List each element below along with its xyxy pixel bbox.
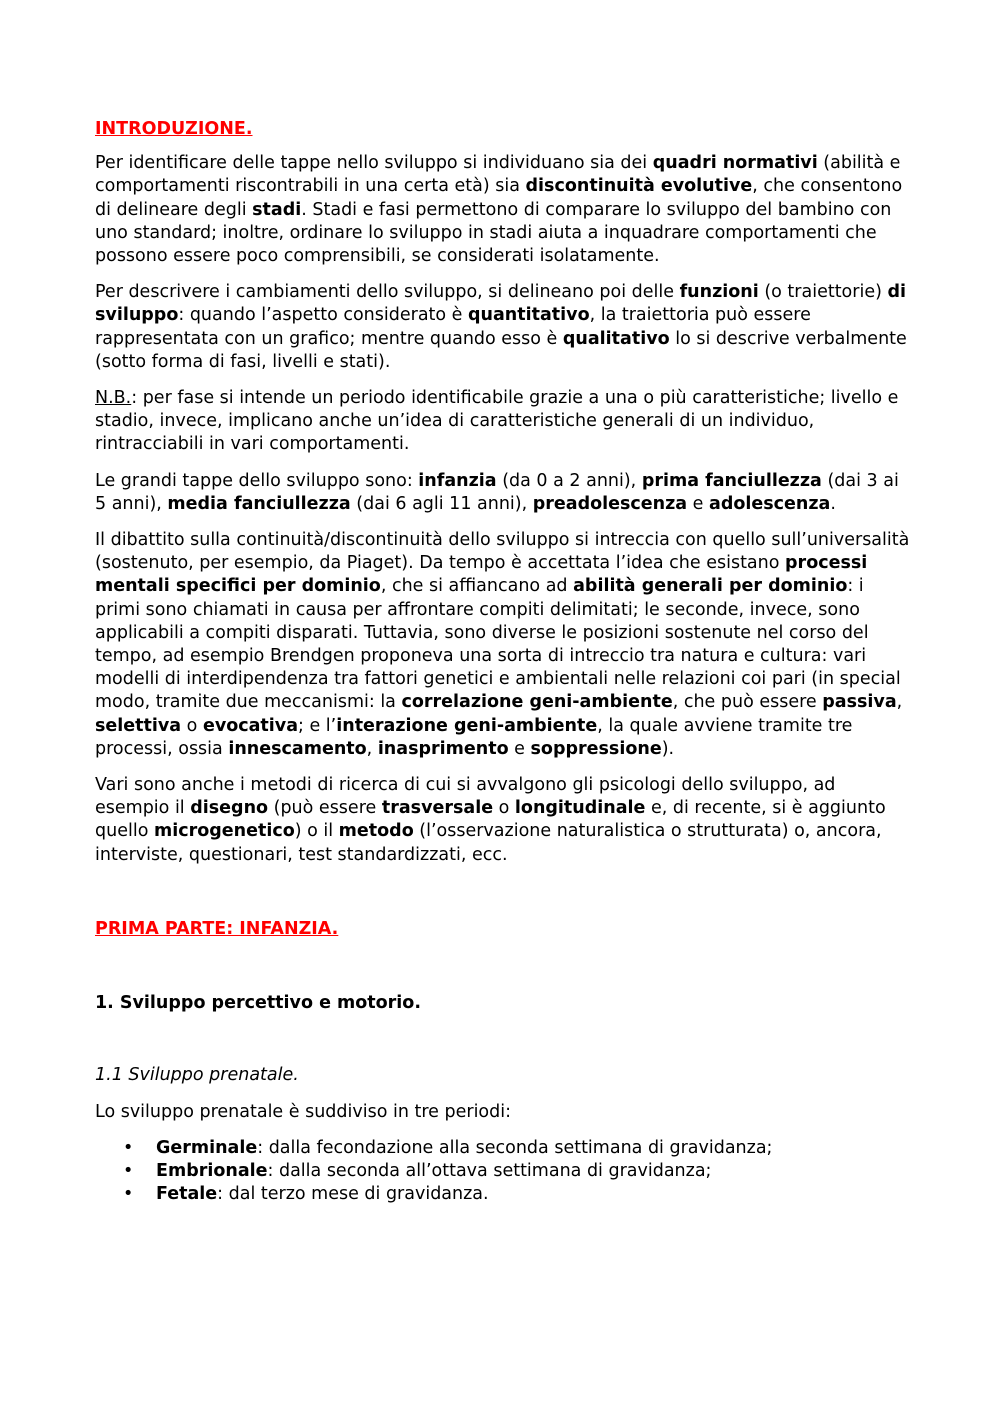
bold-term: metodo xyxy=(338,821,414,842)
bold-term: correlazione geni-ambiente xyxy=(401,692,673,713)
bullet-icon: • xyxy=(123,1184,134,1205)
text: : per fase si intende un periodo identificabile grazie a una o più caratteristiche; livello e stadio, invece, implicano anche un’idea di caratteristiche generali di un individuo, rintracciabili in vari comportamenti. xyxy=(95,388,899,455)
bullet-icon: • xyxy=(123,1137,134,1158)
section-title-introduzione: INTRODUZIONE. xyxy=(95,119,253,139)
text: (dai 3 ai 5 anni), xyxy=(95,470,899,514)
text: e xyxy=(687,493,710,514)
text: : dal terzo mese di gravidanza. xyxy=(217,1184,489,1205)
list-item xyxy=(95,1137,910,1160)
bold-term: qualitativo xyxy=(562,328,670,349)
text: Le grandi tappe dello sviluppo sono: xyxy=(95,470,419,491)
bold-term: interazione geni-ambiente xyxy=(336,715,598,736)
text: (abilità e comportamenti riscontrabili in una certa età) sia xyxy=(95,153,901,197)
bold-term: inasprimento xyxy=(377,738,509,759)
list-item xyxy=(95,1160,910,1183)
text: (da 0 a 2 anni), xyxy=(496,470,642,491)
text: (o traiettorie) xyxy=(758,282,888,303)
bold-term: innescamento xyxy=(228,738,367,759)
text: (può essere xyxy=(268,798,382,819)
bold-term: processi mentali specifici per dominio xyxy=(95,553,868,597)
bold-term: discontinuità evolutive xyxy=(525,176,753,197)
text: . xyxy=(830,493,836,514)
text: ) o il xyxy=(294,821,339,842)
text: : quando l’aspetto considerato è xyxy=(178,305,468,326)
text: : i primi sono chiamati in causa per affrontare compiti delimitati; le seconde, invece, sono applicabili a compiti disparati. Tuttavia, sono diverse le posizioni sostenute nel corso del tempo, ad esempio Brendgen proponeva una sorta di intreccio tra natura e cultura: vari modelli di interdipendenza tra fattori genetici e ambientali nelle relazioni coi pari (in special modo, tramite due meccanismi: la xyxy=(95,576,901,713)
text: , che consentono di delineare degli xyxy=(95,176,903,220)
bold-term: di sviluppo xyxy=(95,282,907,326)
text: , xyxy=(896,692,903,713)
paragraph xyxy=(95,529,910,761)
paragraph xyxy=(95,470,910,516)
text: , che può essere xyxy=(672,692,823,713)
text: , la traiettoria può essere rappresentata con un grafico; mentre quando esso è xyxy=(95,305,811,349)
text: e, di recente, si è aggiunto quello xyxy=(95,798,886,842)
bold-term: preadolescenza xyxy=(532,493,688,514)
chapter-heading: 1. Sviluppo percettivo e motorio. xyxy=(95,993,421,1014)
paragraph: Lo sviluppo prenatale è suddiviso in tre periodi: xyxy=(95,1101,512,1122)
text: , che si affiancano ad xyxy=(380,576,574,597)
paragraph xyxy=(95,281,910,374)
text: o xyxy=(493,798,515,819)
paragraph xyxy=(95,152,910,268)
text: : dalla fecondazione alla seconda settimana di gravidanza; xyxy=(257,1137,773,1158)
text: Per identificare delle tappe nello sviluppo si individuano sia dei xyxy=(95,153,653,174)
bold-term: soppressione xyxy=(530,738,662,759)
bold-term: microgenetico xyxy=(153,821,295,842)
text: (dai 6 agli 11 anni), xyxy=(350,493,533,514)
bold-term: funzioni xyxy=(679,282,759,303)
bold-term: evocativa xyxy=(202,715,299,736)
bold-term: longitudinale xyxy=(514,798,646,819)
bold-term: disegno xyxy=(190,798,269,819)
underlined-note: N.B. xyxy=(95,388,132,409)
bold-term: selettiva xyxy=(95,715,182,736)
bold-term: Embrionale xyxy=(156,1160,268,1181)
text: e xyxy=(508,738,531,759)
text: , xyxy=(366,738,378,759)
bold-term: adolescenza xyxy=(709,493,831,514)
text: ). xyxy=(661,738,675,759)
bold-term: Germinale xyxy=(156,1137,258,1158)
text: , la quale avviene tramite tre processi, ossia xyxy=(95,715,853,759)
bullet-icon: • xyxy=(123,1160,134,1181)
bold-term: prima fanciullezza xyxy=(641,470,822,491)
text: . Stadi e fasi permettono di comparare lo sviluppo del bambino con uno standard; inoltre, ordinare lo sviluppo in stadi aiuta a inquadrare comportamenti che possono essere poco comprensibili, se considerati isolatamente. xyxy=(95,199,892,267)
text: o xyxy=(181,715,203,736)
text: (l’osservazione naturalistica o strutturata) o, ancora, interviste, questionari, test standardizzati, ecc. xyxy=(95,821,882,865)
list-item xyxy=(95,1183,910,1206)
document-page xyxy=(95,118,910,1206)
bold-term: abilità generali per dominio xyxy=(573,576,848,597)
bold-term: Fetale xyxy=(156,1184,218,1205)
bold-term: quantitativo xyxy=(468,305,590,326)
subsection-heading: 1.1 Sviluppo prenatale. xyxy=(95,1065,299,1086)
text: Per descrivere i cambiamenti dello sviluppo, si delineano poi delle xyxy=(95,282,680,303)
bold-term: stadi xyxy=(252,199,302,220)
bold-term: trasversale xyxy=(381,798,494,819)
paragraph xyxy=(95,774,910,867)
bold-term: infanzia xyxy=(418,470,497,491)
text: Vari sono anche i metodi di ricerca di cui si avvalgono gli psicologi dello sviluppo, ad esempio il xyxy=(95,775,836,819)
text: : dalla seconda all’ottava settimana di gravidanza; xyxy=(267,1160,712,1181)
bold-term: quadri normativi xyxy=(652,153,818,174)
section-title-prima-parte: PRIMA PARTE: INFANZIA. xyxy=(95,918,339,939)
bold-term: media fanciullezza xyxy=(167,493,351,514)
paragraph xyxy=(95,387,910,457)
text: ; e l’ xyxy=(298,715,337,736)
text: lo si descrive verbalmente (sotto forma di fasi, livelli e stati). xyxy=(95,328,907,372)
text: Il dibattito sulla continuità/discontinuità dello sviluppo si intreccia con quello sull’universalità (sostenuto, per esempio, da Piaget). Da tempo è accettata l’idea che esistano xyxy=(95,530,910,574)
bold-term: passiva xyxy=(822,692,897,713)
bullet-list xyxy=(95,1137,910,1207)
